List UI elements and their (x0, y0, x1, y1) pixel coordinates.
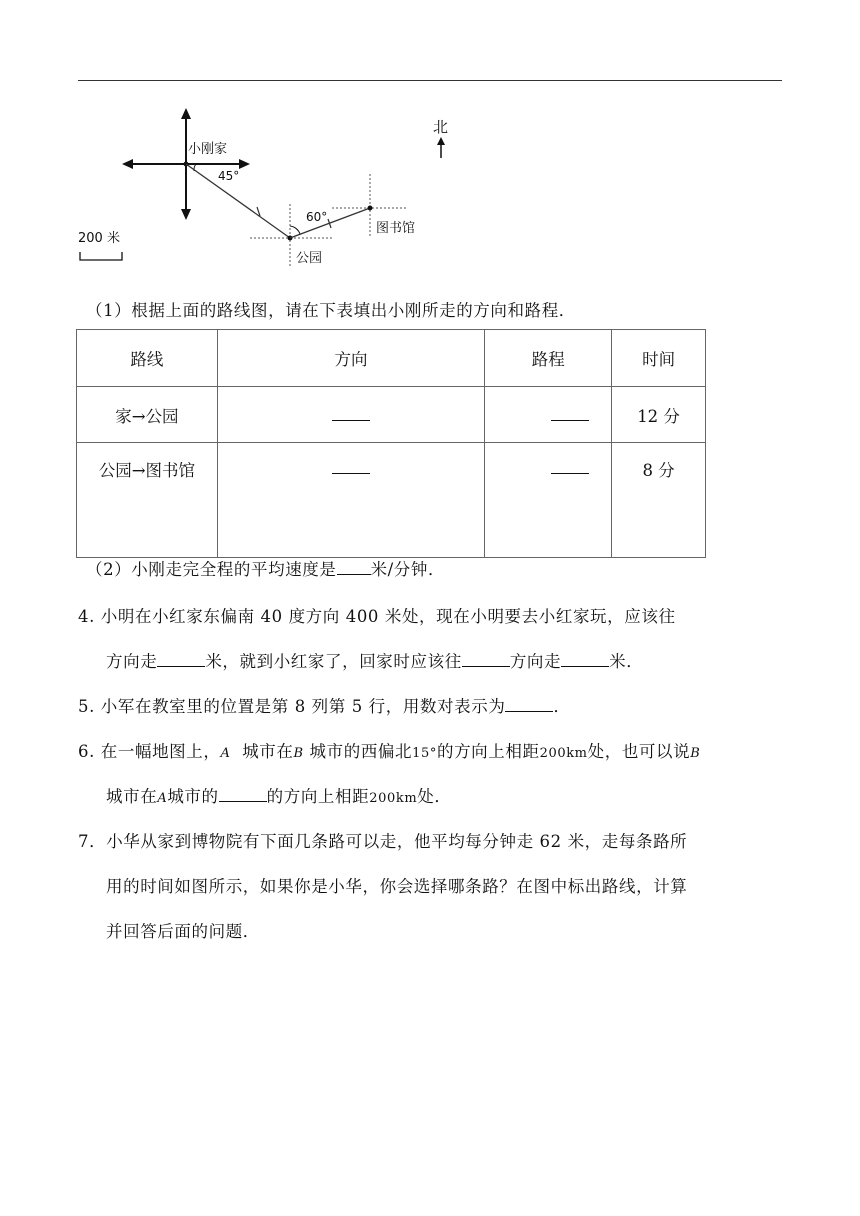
route-table (76, 329, 706, 558)
time-cell: 8 分 (612, 443, 706, 558)
header-route: 路线 (77, 330, 218, 387)
q7-line1: 7．小华从家到博物院有下面几条路可以走，他平均每分钟走 62 米，走每条路所 (78, 832, 688, 851)
direction-blank[interactable] (332, 404, 370, 421)
scale-label: 200 米 (78, 231, 120, 246)
route-cell: 家→公园 (77, 387, 218, 443)
home-south-arrow (181, 209, 191, 220)
north-label: 北 (433, 118, 449, 136)
q5-line: 5. 小军在教室里的位置是第 8 列第 5 行，用数对表示为 ． (78, 697, 571, 716)
park-label: 公园 (296, 251, 323, 266)
q5-answer-blank[interactable] (505, 695, 553, 712)
direction-blank[interactable] (332, 457, 370, 474)
route-cell: 公园→图书馆 (77, 443, 218, 558)
q4-return-direction-blank[interactable] (462, 650, 510, 667)
home-label: 小刚家 (188, 142, 228, 157)
q3-part1: （1）根据上面的路线图，请在下表填出小刚所走的方向和路程． (86, 301, 576, 320)
route-diagram (70, 104, 470, 274)
q4-line1: 4. 小明在小红家东偏南 40 度方向 400 米处，现在小明要去小红家玩，应该往 (78, 607, 676, 626)
library-label: 图书馆 (376, 221, 416, 236)
q3-part2: （2）小刚走完全程的平均速度是 米/分钟． (86, 560, 446, 579)
park-library-route (290, 208, 370, 238)
q4-return-distance-blank[interactable] (561, 650, 609, 667)
angle-arc-60 (290, 226, 300, 234)
q6-line2: 城市在A城市的 的方向上相距200km处． (106, 787, 452, 806)
q4-distance-blank[interactable] (157, 650, 205, 667)
q4-line2: 方向走 米，就到小红家了，回家时应该往 方向走 米． (106, 652, 644, 671)
angle-45-label: 45° (218, 169, 240, 183)
header-rule (78, 80, 782, 81)
distance-blank[interactable] (551, 404, 589, 421)
header-distance: 路程 (485, 330, 612, 387)
header-direction: 方向 (217, 330, 485, 387)
speed-blank[interactable] (337, 558, 371, 575)
q6-line1: 6. 在一幅地图上，A 城市在B 城市的西偏北15°的方向上相距200km处，也可以说B (78, 742, 701, 761)
distance-blank[interactable] (551, 457, 589, 474)
home-north-arrow (181, 108, 191, 119)
time-cell: 12 分 (612, 387, 706, 443)
home-west-arrow (122, 159, 133, 169)
home-east-arrow (239, 159, 250, 169)
q7-line2: 用的时间如图所示，如果你是小华，你会选择哪条路？在图中标出路线，计算 (106, 877, 688, 896)
header-time: 时间 (612, 330, 706, 387)
q6-answer-blank[interactable] (219, 785, 267, 802)
q7-line3: 并回答后面的问题． (106, 922, 260, 941)
angle-60-label: 60° (306, 210, 328, 224)
scale-bar (80, 252, 122, 260)
